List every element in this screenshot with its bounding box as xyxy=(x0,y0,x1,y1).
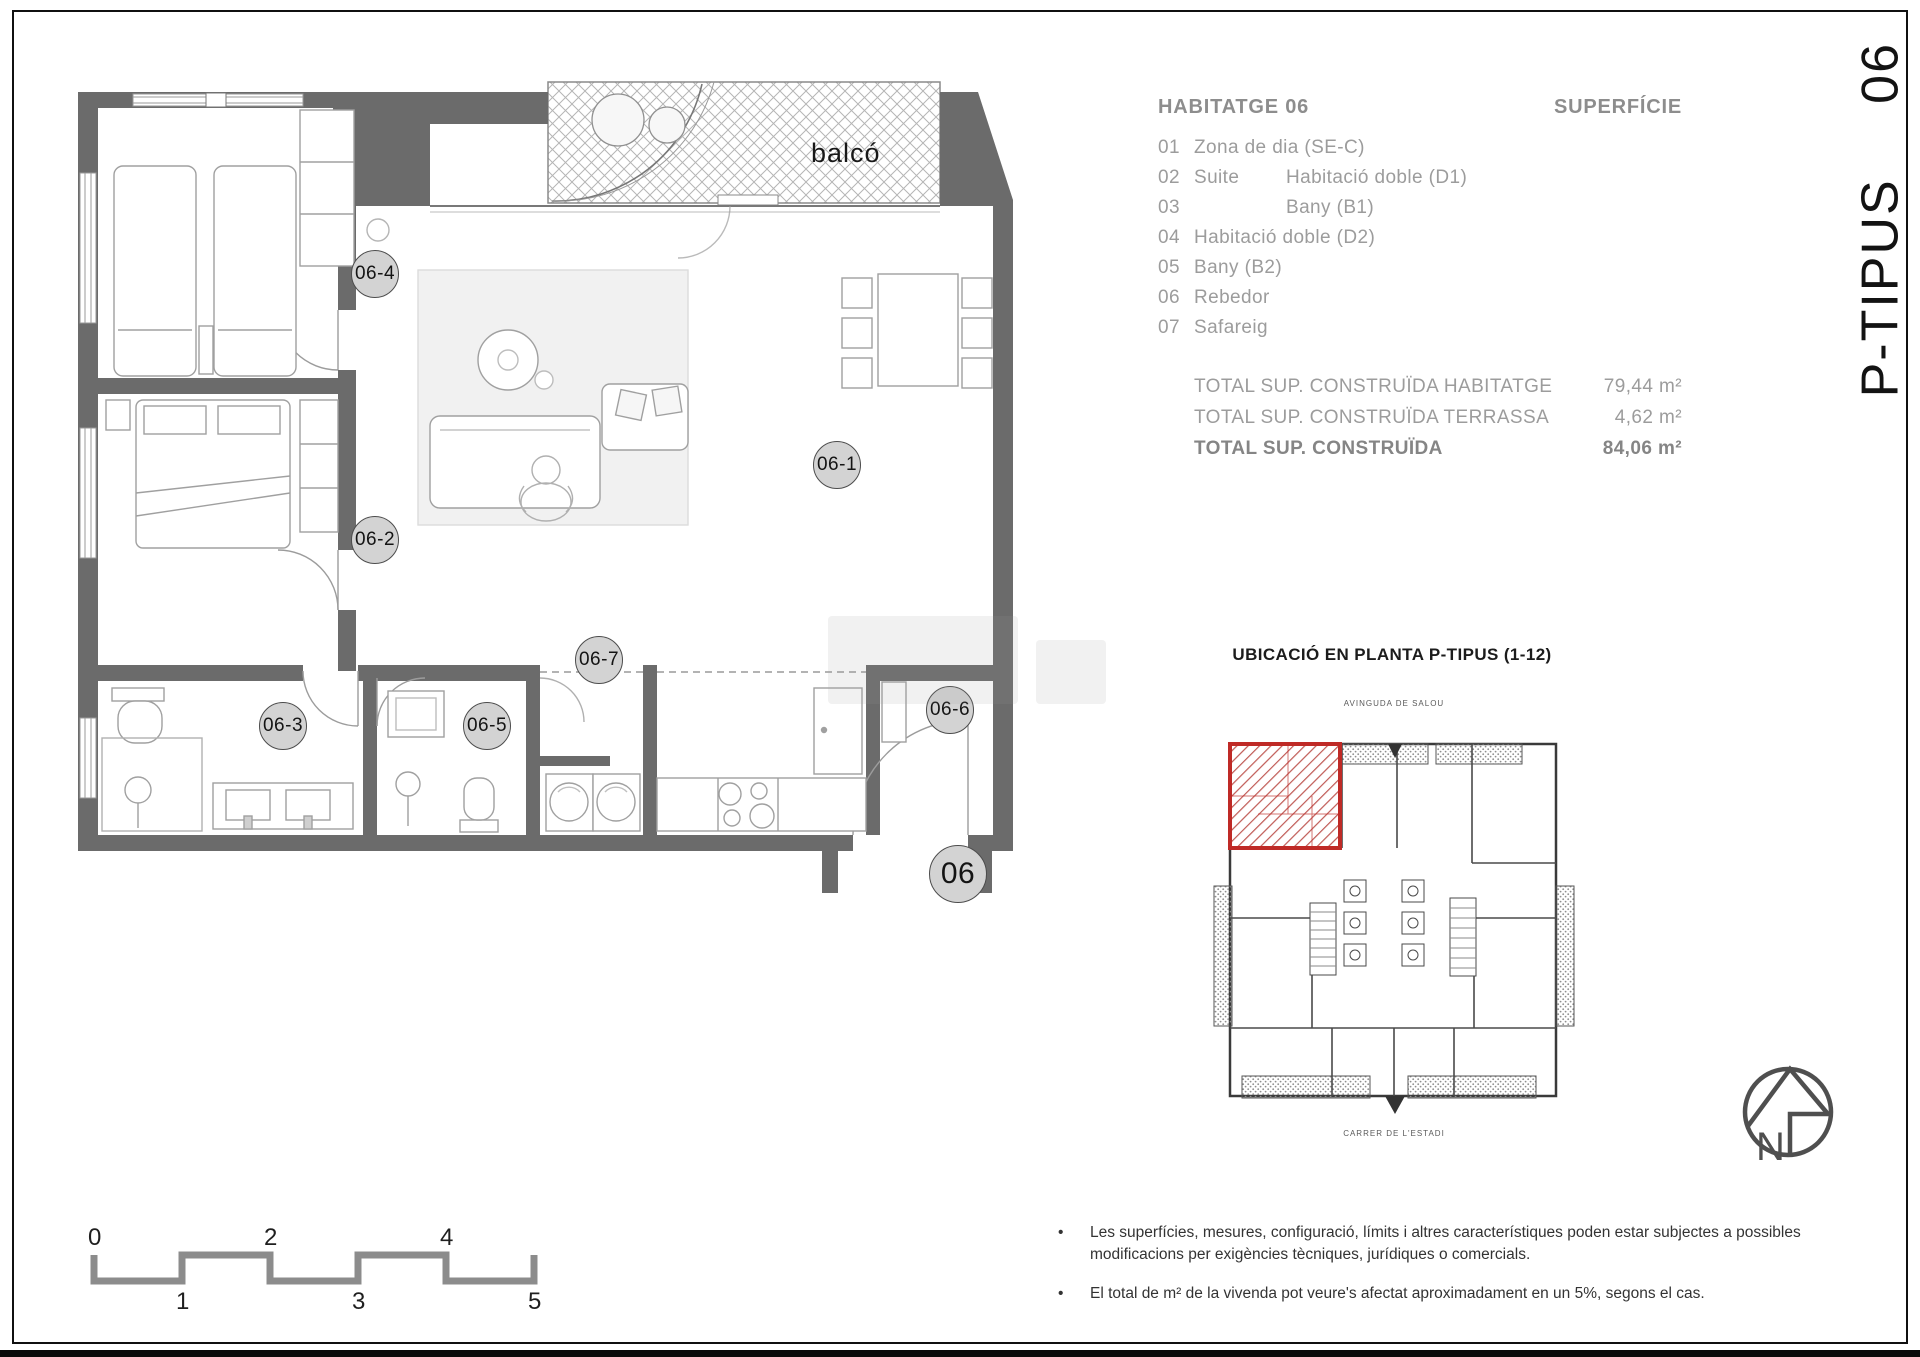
legend-item xyxy=(1158,133,1682,163)
legend-item xyxy=(1158,223,1682,253)
legend-item xyxy=(1158,283,1682,313)
legend-item xyxy=(1158,253,1682,283)
floor-plan-svg xyxy=(78,78,1033,896)
room-tag-06-3: 06-3 xyxy=(259,702,307,750)
watermark-fragment xyxy=(828,616,1018,704)
floor-plan xyxy=(78,78,1033,896)
street-bottom-label: CARRER DE L'ESTADI xyxy=(1343,1129,1445,1138)
entry-tag-06: 06 xyxy=(929,845,987,903)
note-item xyxy=(1052,1222,1802,1266)
surface-totals xyxy=(1194,371,1682,464)
bottom-edge-bar xyxy=(0,1350,1920,1357)
room-tag-06-2: 06-2 xyxy=(351,516,399,564)
watermark-fragment xyxy=(1036,640,1106,704)
street-top-label: AVINGUDA DE SALOU xyxy=(1343,699,1445,708)
bullet-icon: • xyxy=(1058,1285,1064,1302)
balcony xyxy=(548,82,940,205)
note-item xyxy=(1052,1283,1802,1305)
legend-item-name xyxy=(1194,193,1286,223)
note-text: El total de m² de la vivenda pot veure's afectat aproximadament en un 5%, segons el cas. xyxy=(1090,1285,1705,1302)
room-tag-06-4: 06-4 xyxy=(351,250,399,298)
legend-item-num: 03 xyxy=(1158,197,1180,218)
scale-number: 5 xyxy=(528,1288,542,1315)
notes xyxy=(1052,1222,1802,1322)
legend-item-name: Bany (B2) xyxy=(1194,257,1283,278)
legend-item-num: 07 xyxy=(1158,317,1180,338)
room-tag-06-7: 06-7 xyxy=(575,636,623,684)
room-tag-06-6: 06-6 xyxy=(926,686,974,734)
legend xyxy=(1158,96,1682,464)
scale-number: 4 xyxy=(440,1225,454,1251)
scale-number: 2 xyxy=(264,1225,278,1251)
legend-item-name: Suite xyxy=(1194,167,1240,188)
legend-right-title: SUPERFÍCIE xyxy=(1553,96,1682,118)
total-value: 4,62 m² xyxy=(1614,407,1682,428)
legend-item-num: 01 xyxy=(1158,137,1180,158)
total-label: TOTAL SUP. CONSTRUÏDA xyxy=(1194,438,1443,459)
scale-number: 0 xyxy=(88,1225,102,1251)
total-value: 79,44 m² xyxy=(1603,376,1682,397)
total-row xyxy=(1194,402,1682,433)
highlighted-unit xyxy=(1230,744,1340,848)
legend-item-name: Zona de dia (SE-C) xyxy=(1194,137,1365,158)
legend-title: HABITATGE 06 xyxy=(1158,96,1310,118)
legend-item-sub: Bany (B1) xyxy=(1286,197,1375,218)
room-tag-06-5: 06-5 xyxy=(463,702,511,750)
legend-item-num: 04 xyxy=(1158,227,1180,248)
total-row-grand xyxy=(1194,433,1682,464)
legend-item-num: 02 xyxy=(1158,167,1180,188)
scale-bar-line xyxy=(94,1255,534,1281)
total-label: TOTAL SUP. CONSTRUÏDA TERRASSA xyxy=(1194,407,1550,428)
legend-item-sub: Habitació doble (D1) xyxy=(1286,167,1468,188)
scale-number: 3 xyxy=(352,1288,366,1315)
legend-item-num: 05 xyxy=(1158,257,1180,278)
bullet-icon: • xyxy=(1058,1224,1064,1241)
site-plan-svg xyxy=(1192,688,1596,1148)
note-text: Les superfícies, mesures, configuració, límits i altres característiques poden estar subjectes a possibles modificacions per exigències tècniques, jurídiques o comercials. xyxy=(1090,1224,1801,1263)
scale-bar-svg xyxy=(80,1225,560,1317)
legend-item-name: Rebedor xyxy=(1194,287,1270,308)
location-title: UBICACIÓ EN PLANTA P-TIPUS (1-12) xyxy=(1232,645,1552,664)
total-label: TOTAL SUP. CONSTRUÏDA HABITATGE xyxy=(1194,376,1553,397)
legend-item-num: 06 xyxy=(1158,287,1180,308)
room-tag-06-1: 06-1 xyxy=(813,441,861,489)
north-logo-svg xyxy=(1736,1056,1840,1178)
legend-item xyxy=(1158,313,1682,343)
scale-number: 1 xyxy=(176,1288,190,1315)
total-value: 84,06 m² xyxy=(1602,438,1682,459)
legend-item xyxy=(1158,193,1682,223)
sheet-code: P-TIPUS 06 xyxy=(1851,42,1909,398)
legend-item xyxy=(1158,163,1682,193)
legend-item-name: Habitació doble (D2) xyxy=(1194,227,1376,248)
balcony-label: balcó xyxy=(811,138,881,168)
legend-item-name: Safareig xyxy=(1194,317,1268,338)
total-row xyxy=(1194,371,1682,402)
north-letter: N xyxy=(1756,1125,1785,1169)
